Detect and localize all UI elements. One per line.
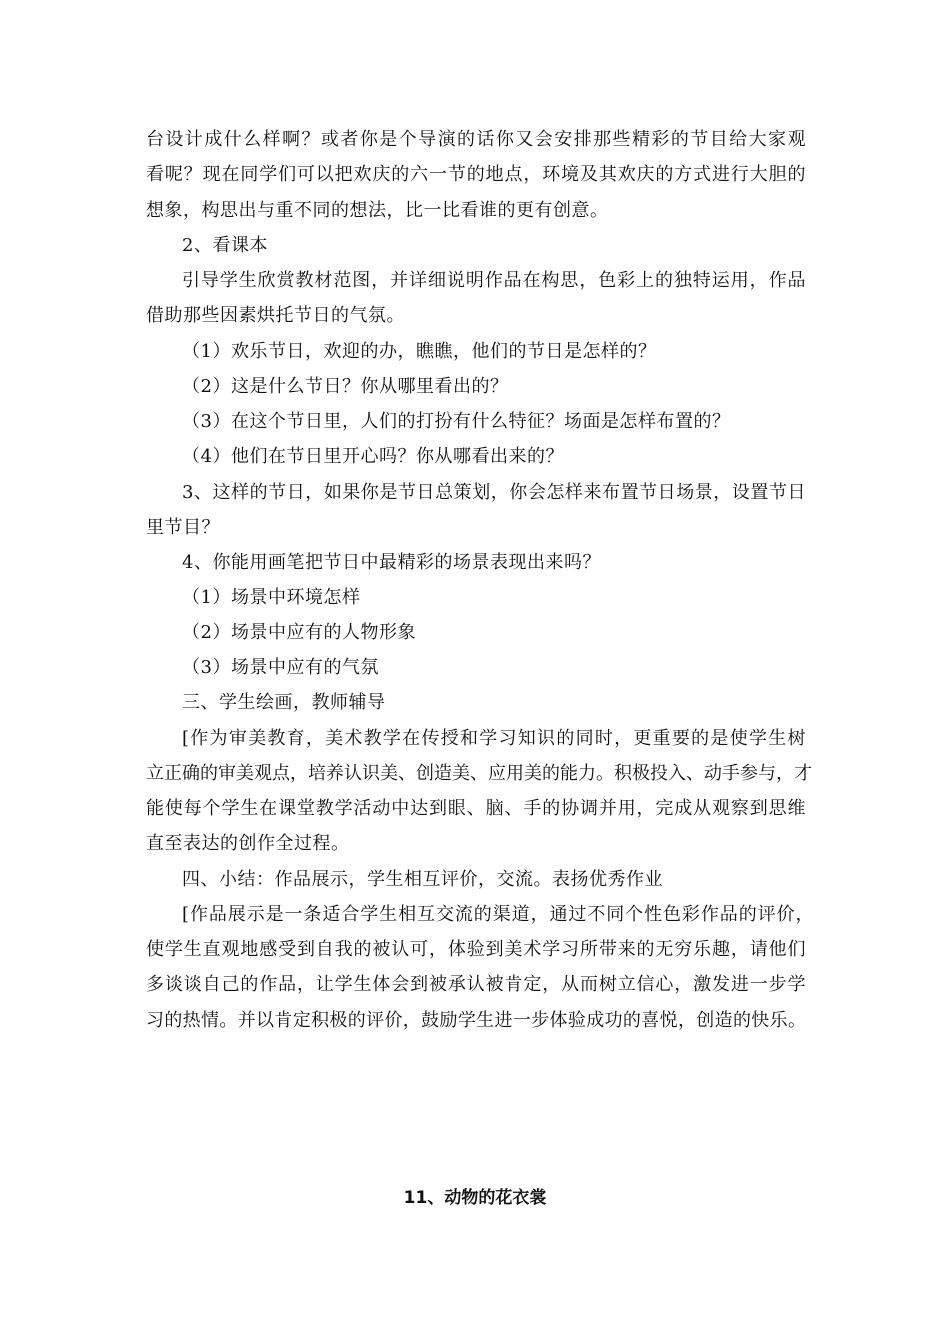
paragraph-line: 直至表达的创作全过程。 [146, 833, 350, 854]
section-heading: 三、学生绘画，教师辅导 [182, 692, 386, 713]
paragraph-line: 使学生直观地感受到自我的被认可，体验到美术学习所带来的无穷乐趣，请他们 [146, 939, 806, 960]
paragraph-line: 习的热情。并以肯定积极的评价，鼓励学生进一步体验成功的喜悦，创造的快乐。 [146, 1010, 806, 1031]
paragraph-line: 立正确的审美观点，培养认识美、创造美、应用美的能力。积极投入、动手参与，才 [146, 763, 812, 784]
list-item: （3）在这个节日里，人们的打扮有什么特征？场面是怎样布置的？ [182, 411, 731, 432]
paragraph-line: 里节目？ [146, 517, 220, 538]
section-heading: 2、看课本 [182, 235, 268, 256]
paragraph-line: 想象，构思出与重不同的想法，比一比看谁的更有创意。 [146, 200, 609, 221]
paragraph-line: 借助那些因素烘托节日的气氛。 [146, 305, 405, 326]
list-item: （3）场景中应有的气氛 [182, 657, 379, 678]
section-heading: 四、小结：作品展示，学生相互评价，交流。表扬优秀作业 [182, 869, 663, 890]
paragraph-line: 引导学生欣赏教材范图，并详细说明作品在构思，色彩上的独特运用，作品 [182, 270, 806, 291]
list-item: （1）欢乐节日，欢迎的办，瞧瞧，他们的节日是怎样的？ [182, 341, 657, 362]
paragraph-line: [作为审美教育，美术教学在传授和学习知识的同时，更重要的是使学生树 [182, 728, 806, 749]
paragraph-line: 台设计成什么样啊？或者你是个导演的话你又会安排那些精彩的节目给大家观 [146, 129, 806, 150]
next-section-title: 11、动物的花衣裳 [403, 1188, 547, 1208]
paragraph-line: 多谈谈自己的作品，让学生体会到被承认被肯定，从而树立信心，激发进一步学 [146, 974, 806, 995]
paragraph-line: 看呢？现在同学们可以把欢庆的六一节的地点，环境及其欢庆的方式进行大胆的 [146, 164, 806, 185]
paragraph-line: [作品展示是一条适合学生相互交流的渠道，通过不同个性色彩作品的评价， [182, 904, 814, 925]
section-heading: 3、这样的节日，如果你是节日总策划，你会怎样来布置节日场景，设置节日 [182, 482, 806, 503]
list-item: （2）这是什么节日？你从哪里看出的？ [182, 376, 509, 397]
list-item: （4）他们在节日里开心吗？你从哪看出来的？ [182, 446, 564, 467]
section-heading: 4、你能用画笔把节日中最精彩的场景表现出来吗？ [182, 552, 601, 573]
paragraph-line: 能使每个学生在课堂教学活动中达到眼、脑、手的协调并用，完成从观察到思维 [146, 798, 806, 819]
list-item: （2）场景中应有的人物形象 [182, 622, 416, 643]
list-item: （1）场景中环境怎样 [182, 587, 361, 608]
